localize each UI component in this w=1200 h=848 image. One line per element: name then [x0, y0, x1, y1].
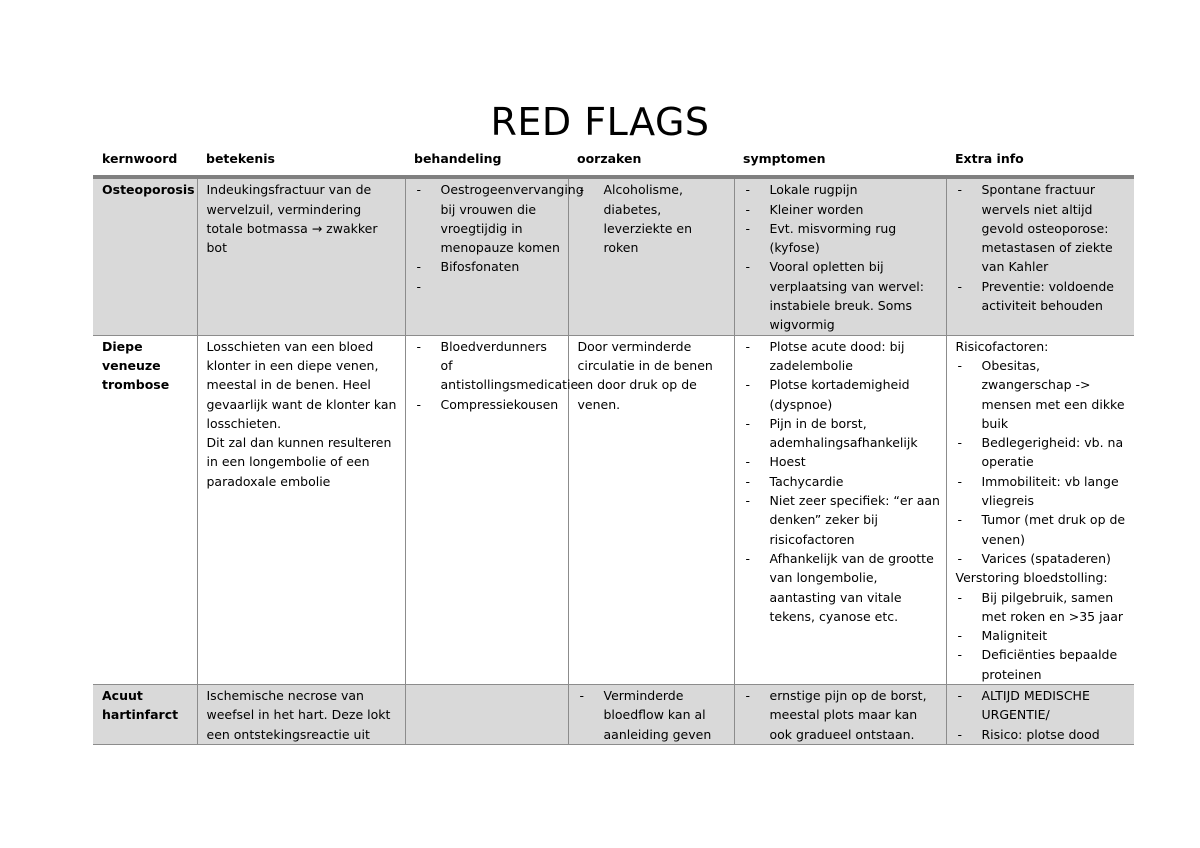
table-row: [93, 177, 1134, 335]
list-item: - Spontane fractuur wervels niet altijd gevold osteoporose: metastasen of ziekte van Kahler: [956, 180, 1130, 276]
list-item: - Obesitas, zwangerschap -> mensen met een dikke buik: [956, 356, 1130, 433]
betekenis-text-1: Losschieten van een bloed klonter in een diepe venen, meestal in de benen. Heel gevaarlijk want de klonter kan losschieten.: [206, 338, 397, 431]
red-flags-table: [93, 146, 1134, 745]
list-item: - Compressiekousen: [415, 395, 563, 414]
cell-behandeling: [405, 177, 584, 335]
symptomen-list: [744, 686, 941, 744]
cell-extra-info: [946, 335, 1134, 684]
cell-extra-info: [946, 177, 1134, 335]
list-item: - Varices (spataderen): [956, 549, 1130, 568]
list-item: - Vooral opletten bij verplaatsing van wervel: instabiele breuk. Soms wigvormig: [744, 257, 941, 334]
risk-factor-list: [956, 356, 1130, 568]
cell-betekenis: Ischemische necrose van weefsel in het hart. Deze lokt een ontstekingsreactie uit: [197, 685, 405, 745]
list-item: - Kleiner worden: [744, 200, 941, 219]
table-row: [93, 335, 1134, 684]
cell-behandeling: [405, 335, 579, 684]
list-item: - Immobiliteit: vb lange vliegreis: [956, 472, 1130, 511]
cell-oorzaken: [568, 685, 734, 745]
cell-oorzaken: [568, 177, 734, 335]
cell-symptomen: [734, 685, 946, 745]
list-item: - Bifosfonaten: [415, 257, 563, 276]
cell-kernwoord: Acuut hartinfarct: [93, 685, 197, 745]
cell-symptomen: [734, 177, 946, 335]
header-oorzaken: oorzaken: [568, 146, 734, 177]
cell-oorzaken: Door verminderde circulatie in de benen en door druk op de venen.: [568, 335, 734, 684]
list-item: - Tachycardie: [744, 472, 941, 491]
list-item: - Plotse kortademigheid (dyspnoe): [744, 375, 941, 414]
header-symptomen: symptomen: [734, 146, 946, 177]
header-kernwoord: kernwoord: [93, 146, 197, 177]
list-item: - Alcoholisme, diabetes, leverziekte en roken: [578, 180, 729, 257]
list-item: - Niet zeer specifiek: “er aan denken” zeker bij risicofactoren: [744, 491, 941, 549]
table-row: [93, 685, 1134, 745]
cell-betekenis: [197, 335, 405, 684]
extra-info-list: [956, 686, 1130, 744]
cell-behandeling: [405, 685, 568, 745]
list-item: - Lokale rugpijn: [744, 180, 941, 199]
symptomen-list: [744, 180, 941, 334]
list-item: - Maligniteit: [956, 626, 1130, 645]
list-item: - Bij pilgebruik, samen met roken en >35 jaar: [956, 588, 1130, 627]
list-item: - Bloedverdunners of antistollingsmedicatie: [415, 337, 563, 395]
extra-info-list: [956, 180, 1130, 315]
cell-symptomen: [734, 335, 946, 684]
extra-heading: Risicofactoren:: [955, 338, 1049, 354]
cell-kernwoord: Osteoporosis: [93, 177, 197, 335]
header-extra-info: Extra info: [946, 146, 1134, 177]
symptomen-list: [744, 337, 941, 626]
behandeling-list: [415, 180, 584, 296]
list-item: - Pijn in de borst, ademhalingsafhankelijk: [744, 414, 941, 453]
header-behandeling: behandeling: [405, 146, 568, 177]
extra-heading-2: Verstoring bloedstolling:: [955, 570, 1108, 586]
header-betekenis: betekenis: [197, 146, 405, 177]
list-item: [415, 277, 563, 296]
coagulation-list: [956, 588, 1130, 684]
list-item: - Verminderde bloedflow kan al aanleiding geven: [578, 686, 729, 744]
cell-betekenis: Indeukingsfractuur van de wervelzuil, vermindering totale botmassa → zwakker bot: [197, 177, 405, 335]
cell-kernwoord: Diepe veneuze trombose: [93, 335, 197, 684]
table-header-row: [93, 146, 1134, 177]
page-title: RED FLAGS: [490, 100, 710, 144]
list-item: - Tumor (met druk op de venen): [956, 510, 1130, 549]
list-item: - Hoest: [744, 452, 941, 471]
oorzaken-list: [578, 180, 729, 257]
list-item: - Preventie: voldoende activiteit behouden: [956, 277, 1130, 316]
list-item: - Afhankelijk van de grootte van longembolie, aantasting van vitale tekens, cyanose etc.: [744, 549, 941, 626]
list-item: - Plotse acute dood: bij zadelembolie: [744, 337, 941, 376]
list-item: - Evt. misvorming rug (kyfose): [744, 219, 941, 258]
oorzaken-list: [578, 686, 729, 744]
cell-extra-info: [946, 685, 1134, 745]
betekenis-text-2: Dit zal dan kunnen resulteren in een longembolie of een paradoxale embolie: [206, 435, 392, 489]
list-item: - ALTIJD MEDISCHE URGENTIE/: [956, 686, 1130, 725]
list-item: - Risico: plotse dood: [956, 725, 1130, 744]
list-item: - Deficiënties bepaalde proteinen: [956, 645, 1130, 684]
list-item: - Oestrogeenvervanging bij vrouwen die vroegtijdig in menopauze komen: [415, 180, 563, 257]
behandeling-list: [415, 337, 579, 414]
list-item: - ernstige pijn op de borst, meestal plots maar kan ook gradueel ontstaan.: [744, 686, 941, 744]
list-item: - Bedlegerigheid: vb. na operatie: [956, 433, 1130, 472]
